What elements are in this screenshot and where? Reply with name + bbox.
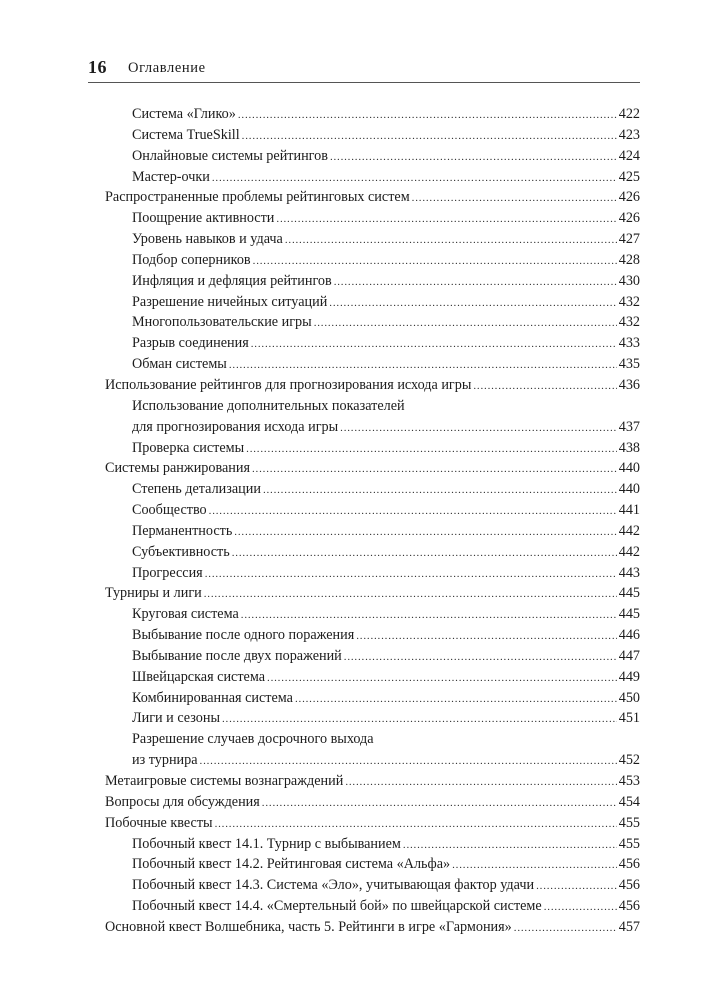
dot-leader <box>412 188 617 209</box>
toc-section-entry <box>105 917 640 938</box>
toc-subsection-entry <box>105 563 640 584</box>
toc-entry-page-number: 453 <box>618 773 640 789</box>
toc-subsection-entry <box>105 208 640 229</box>
toc-entry-page-number: 456 <box>618 898 640 915</box>
toc-entry-title: Поощрение активности <box>132 210 275 227</box>
toc-entry-page-number: 435 <box>618 356 640 373</box>
toc-subsection-entry <box>105 333 640 354</box>
toc-entry-page-number: 436 <box>618 376 640 393</box>
dot-leader <box>473 376 616 397</box>
toc-entry-page-number: 440 <box>618 481 640 498</box>
toc-entry-title: Круговая система <box>132 606 239 623</box>
toc-entry-title: Уровень навыков и удача <box>132 231 283 248</box>
toc-subsection-entry <box>105 625 640 646</box>
toc-section-entry <box>105 792 640 813</box>
toc-entry-title: Основной квест Волшебника, часть 5. Рейтинги в игре «Гармония» <box>105 918 512 935</box>
toc-entry-page-number: 452 <box>618 752 640 769</box>
toc-entry-title: Лиги и сезоны <box>132 710 220 727</box>
dot-leader <box>215 814 617 835</box>
toc-subsection-entry <box>105 312 640 333</box>
dot-leader <box>295 689 617 710</box>
toc-subsection-entry <box>105 604 640 625</box>
dot-leader <box>241 605 617 626</box>
toc-entry-page-number: 442 <box>618 543 640 560</box>
toc-subsection-entry <box>105 250 640 271</box>
toc-entry-page-number: 427 <box>618 231 640 248</box>
table-of-contents <box>105 104 640 938</box>
toc-subsection-entry <box>105 229 640 250</box>
dot-leader <box>204 584 617 605</box>
toc-subsection-entry <box>105 417 640 438</box>
dot-leader <box>263 480 617 501</box>
toc-entry-title: Побочный квест 14.4. «Смертельный бой» по швейцарской системе <box>132 898 542 915</box>
toc-subsection-entry <box>105 438 640 459</box>
toc-entry-page-number: 426 <box>618 210 640 227</box>
dot-leader <box>232 543 617 564</box>
toc-entry-page-number: 440 <box>618 460 640 477</box>
dot-leader <box>345 772 616 793</box>
toc-entry-title: Вопросы для обсуждения <box>105 793 260 810</box>
toc-entry-title: Степень детализации <box>132 481 261 498</box>
dot-leader <box>536 876 617 897</box>
toc-entry-page-number: 423 <box>618 126 640 143</box>
toc-entry-page-number: 426 <box>618 189 640 206</box>
dot-leader <box>238 105 617 126</box>
toc-entry-title: Многопользовательские игры <box>132 314 312 331</box>
page-header <box>88 56 640 83</box>
dot-leader <box>403 835 617 856</box>
toc-entry-title: Побочный квест 14.1. Турнир с выбыванием <box>132 835 401 852</box>
toc-entry-title: Прогрессия <box>132 564 203 581</box>
toc-entry-page-number: 447 <box>618 647 640 664</box>
dot-leader <box>242 126 617 147</box>
toc-entry-page-number: 443 <box>618 564 640 581</box>
dot-leader <box>334 272 617 293</box>
dot-leader <box>251 334 617 355</box>
page-number: 16 <box>88 57 107 77</box>
dot-leader <box>222 709 617 730</box>
toc-entry-page-number: 430 <box>618 272 640 289</box>
toc-entry-page-number: 442 <box>618 522 640 539</box>
toc-entry-title: Проверка системы <box>132 439 245 456</box>
toc-entry-page-number: 450 <box>618 689 640 706</box>
toc-entry-title: Подбор соперников <box>132 251 251 268</box>
toc-entry-page-number: 432 <box>618 293 640 310</box>
toc-entry-page-number: 455 <box>618 835 640 852</box>
dot-leader <box>356 626 616 647</box>
dot-leader <box>452 855 617 876</box>
dot-leader <box>253 251 617 272</box>
toc-entry-page-number: 446 <box>618 627 640 644</box>
toc-section-entry <box>105 187 640 208</box>
toc-subsection-entry <box>105 479 640 500</box>
toc-entry-page-number: 455 <box>618 814 640 831</box>
dot-leader <box>229 355 617 376</box>
toc-entry-page-number: 445 <box>618 585 640 602</box>
toc-entry-title: Распространенные проблемы рейтинговых систем <box>105 189 410 206</box>
toc-entry-title: для прогнозирования исхода игры <box>132 418 339 435</box>
dot-leader <box>329 293 616 314</box>
dot-leader <box>205 564 617 585</box>
toc-subsection-entry <box>105 667 640 688</box>
toc-entry-title: Использование дополнительных показателей <box>132 397 405 414</box>
dot-leader <box>262 793 617 814</box>
toc-entry-title: Побочный квест 14.3. Система «Эло», учитывающая фактор удачи <box>132 877 535 894</box>
toc-entry-title: Онлайновые системы рейтингов <box>132 147 328 164</box>
toc-section-entry <box>105 771 640 792</box>
toc-subsection-entry <box>105 125 640 146</box>
toc-subsection-entry <box>105 708 640 729</box>
toc-subsection-entry <box>105 104 640 125</box>
toc-section-entry <box>105 375 640 396</box>
dot-leader <box>252 459 617 480</box>
toc-entry-title: Обман системы <box>132 356 227 373</box>
toc-entry-title: Разрешение случаев досрочного выхода <box>132 731 374 748</box>
toc-entry-page-number: 456 <box>618 877 640 894</box>
dot-leader <box>246 439 617 460</box>
dot-leader <box>514 918 617 939</box>
dot-leader <box>209 501 617 522</box>
toc-entry-page-number: 441 <box>618 502 640 519</box>
toc-subsection-entry <box>105 688 640 709</box>
toc-subsection-entry <box>105 729 640 750</box>
toc-entry-title: Мастер-очки <box>132 168 210 185</box>
toc-entry-title: Перманентность <box>132 522 233 539</box>
toc-subsection-entry <box>105 521 640 542</box>
toc-subsection-entry <box>105 834 640 855</box>
toc-section-entry <box>105 458 640 479</box>
toc-entry-page-number: 425 <box>618 168 640 185</box>
toc-entry-page-number: 454 <box>618 793 640 810</box>
dot-leader <box>200 751 617 772</box>
toc-subsection-entry <box>105 271 640 292</box>
toc-entry-title: Комбинированная система <box>132 689 293 706</box>
running-title: Оглавление <box>128 60 206 76</box>
toc-entry-title: Побочные квесты <box>105 814 213 831</box>
toc-subsection-entry <box>105 146 640 167</box>
toc-entry-title: Швейцарская система <box>132 668 266 685</box>
dot-leader <box>285 230 617 251</box>
dot-leader <box>344 647 617 668</box>
toc-entry-page-number: 449 <box>618 668 640 685</box>
toc-subsection-entry <box>105 646 640 667</box>
toc-section-entry <box>105 813 640 834</box>
toc-entry-page-number: 433 <box>618 335 640 352</box>
toc-subsection-entry <box>105 542 640 563</box>
toc-subsection-entry <box>105 750 640 771</box>
toc-subsection-entry <box>105 167 640 188</box>
toc-entry-title: Турниры и лиги <box>105 585 202 602</box>
toc-entry-title: Сообщество <box>132 502 207 519</box>
toc-entry-title: Выбывание после одного поражения <box>132 627 355 644</box>
toc-section-entry <box>105 583 640 604</box>
toc-entry-page-number: 457 <box>618 918 640 935</box>
toc-subsection-entry <box>105 354 640 375</box>
toc-subsection-entry <box>105 854 640 875</box>
toc-subsection-entry <box>105 896 640 917</box>
dot-leader <box>330 147 617 168</box>
toc-entry-title: Использование рейтингов для прогнозирования исхода игры <box>105 376 472 393</box>
toc-entry-page-number: 437 <box>618 418 640 435</box>
toc-entry-page-number: 432 <box>618 314 640 331</box>
toc-entry-page-number: 451 <box>618 710 640 727</box>
toc-entry-title: Система TrueSkill <box>132 126 240 143</box>
dot-leader <box>234 522 616 543</box>
toc-subsection-entry <box>105 500 640 521</box>
toc-entry-page-number: 424 <box>618 147 640 164</box>
dot-leader <box>276 209 616 230</box>
dot-leader <box>314 313 617 334</box>
toc-entry-page-number: 438 <box>618 439 640 456</box>
toc-entry-page-number: 456 <box>618 856 640 873</box>
toc-entry-page-number: 422 <box>618 106 640 122</box>
dot-leader <box>544 897 617 918</box>
toc-entry-title: Система «Глико» <box>132 106 236 122</box>
toc-entry-title: Выбывание после двух поражений <box>132 647 342 664</box>
dot-leader <box>267 668 617 689</box>
toc-entry-title: Побочный квест 14.2. Рейтинговая система «Альфа» <box>132 856 451 873</box>
toc-subsection-entry <box>105 292 640 313</box>
toc-subsection-entry <box>105 875 640 896</box>
toc-entry-title: Субъективность <box>132 543 230 560</box>
toc-entry-title: из турнира <box>132 752 198 769</box>
toc-entry-page-number: 445 <box>618 606 640 623</box>
toc-entry-title: Разрешение ничейных ситуаций <box>132 293 328 310</box>
toc-subsection-entry <box>105 396 640 417</box>
toc-entry-page-number: 428 <box>618 251 640 268</box>
toc-entry-title: Инфляция и дефляция рейтингов <box>132 272 332 289</box>
toc-entry-title: Метаигровые системы вознаграждений <box>105 773 344 789</box>
toc-entry-title: Разрыв соединения <box>132 335 249 352</box>
dot-leader <box>340 418 617 439</box>
dot-leader <box>212 168 617 189</box>
toc-entry-title: Системы ранжирования <box>105 460 250 477</box>
